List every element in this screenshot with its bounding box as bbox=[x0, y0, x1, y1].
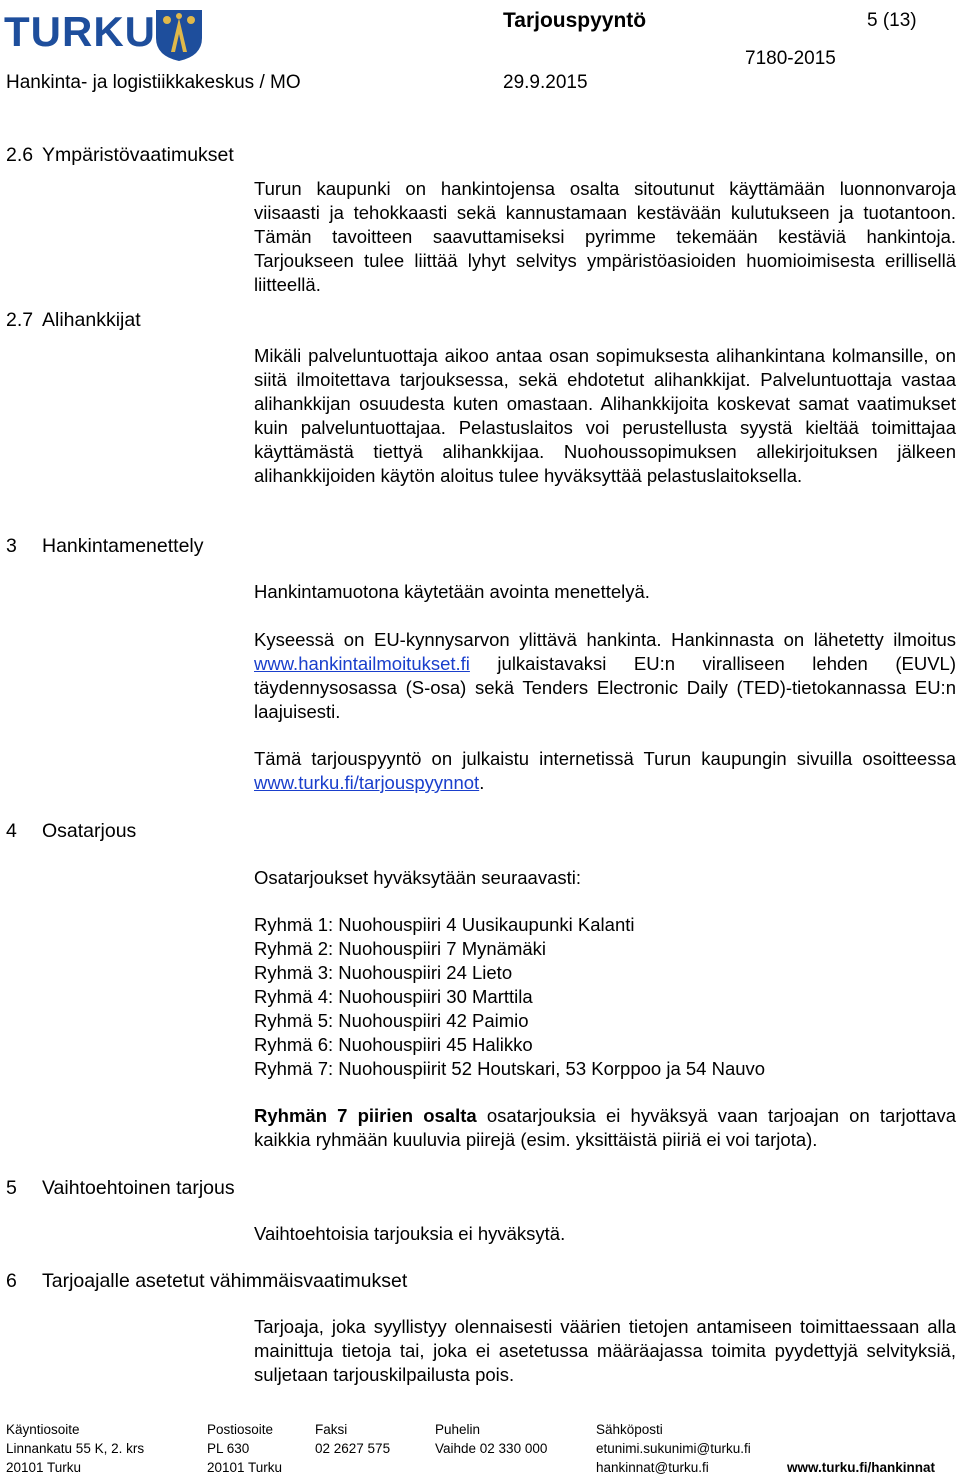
environment-paragraph: Turun kaupunki on hankintojensa osalta sitoutunut käyttämään luonnonvaroja viisaasti ja tehokkaasti sekä kannustamaan kestävään kulutukseen ja tuotantoon. Tämän tavoitteen saavuttamiseksi pyrimme tekemään kestäviä hankintoja. Tarjoukseen tulee liittää lyhyt selvitys ympäristöasioiden huomioimisesta erillisellä liitteellä. bbox=[254, 178, 956, 295]
group-7-note: Ryhmän 7 piirien osalta osatarjouksia ei hyväksyä vaan tarjoajan on tarjottava kaikkia ryhmään kuuluvia piirejä (esim. yksittäistä piiriä ei voi tarjota). bbox=[254, 1105, 956, 1150]
footer-visit-address: Käyntiosoite Linnankatu 55 K, 2. krs 20101 Turku bbox=[6, 1422, 145, 1475]
document-date: 29.9.2015 bbox=[503, 72, 588, 93]
procedure-paragraph-3: Tämä tarjouspyyntö on julkaistu internetissä Turun kaupungin sivuilla osoitteessa www.turku.fi/tarjouspyynnot. bbox=[254, 748, 956, 793]
footer-phone: Puhelin Vaihde 02 330 000 bbox=[435, 1422, 548, 1456]
procedure-paragraph-1: Hankintamuotona käytetään avointa menettelyä. bbox=[254, 581, 650, 602]
document-number: 7180-2015 bbox=[745, 48, 836, 69]
group-list bbox=[254, 913, 956, 1081]
logo-wordmark: TURKU bbox=[4, 8, 156, 55]
partial-offer-intro: Osatarjoukset hyväksytään seuraavasti: bbox=[254, 867, 581, 888]
section-heading-2-7: 2.7 Alihankkijat bbox=[6, 309, 141, 331]
footer-website[interactable]: www.turku.fi/hankinnat bbox=[787, 1460, 936, 1475]
minimum-requirements-paragraph: Tarjoaja, joka syyllistyy olennaisesti väärien tietojen antamiseen toimittaessaan alla mainittuja tietoja tai, joka ei asetetussa määräajassa toimita pyydettyjä selvityksiä, suljetaan tarjouskilpailusta pois. bbox=[254, 1316, 956, 1385]
section-heading-3: 3 Hankintamenettely bbox=[6, 535, 204, 557]
alternative-offer-paragraph: Vaihtoehtoisia tarjouksia ei hyväksytä. bbox=[254, 1223, 566, 1244]
list-item: Ryhmä 5: Nuohouspiiri 42 Paimio bbox=[254, 1010, 529, 1031]
document-title: Tarjouspyyntö bbox=[503, 9, 647, 32]
organization: Hankinta- ja logistiikkakeskus / MO bbox=[6, 72, 301, 93]
section-heading-2-6: 2.6 Ympäristövaatimukset bbox=[6, 144, 234, 166]
list-item: Ryhmä 7: Nuohouspiirit 52 Houtskari, 53 Korppoo ja 54 Nauvo bbox=[254, 1058, 766, 1079]
footer-postal-address: Postiosoite PL 630 20101 Turku bbox=[207, 1422, 283, 1475]
subcontractor-paragraph: Mikäli palveluntuottaja aikoo antaa osan sopimuksesta alihankintana kolmansille, on siitä ilmoitettava tarjouksessa, sekä ehdotetut alihankkijat. Palveluntuottaja vastaa alihankkijan osuudesta kuten omastaan. Alihankkijoita koskevat samat vaatimukset kuin palveluntuottajaa. Pelastuslaitos voi perustellusta syystä kieltää toimittajaa käyttämästä tiettyä alihankkijaa. Nuohoussopimuksen allekirjoituksen jälkeen alihankkijoiden käytön aloitus tulee hyväksyttää pelastuslaitoksella. bbox=[254, 345, 956, 486]
section-heading-6: 6 Tarjoajalle asetetut vähimmäisvaatimukset bbox=[6, 1270, 408, 1292]
list-item: Ryhmä 4: Nuohouspiiri 30 Marttila bbox=[254, 986, 533, 1007]
coat-of-arms-icon bbox=[154, 8, 204, 62]
section-heading-4: 4 Osatarjous bbox=[6, 820, 137, 842]
procedure-paragraph-2: Kyseessä on EU-kynnysarvon ylittävä hankinta. Hankinnasta on lähetetty ilmoitus www.hankintailmoitukset.fi julkaistavaksi EU:n viralliseen lehden (EUVL) täydennysosassa (S-osa) sekä Tenders Electronic Daily (TED)-tietokannassa EU:n laajuisesti. bbox=[254, 629, 956, 722]
list-item: Ryhmä 3: Nuohouspiiri 24 Lieto bbox=[254, 962, 513, 983]
footer-fax: Faksi 02 2627 575 bbox=[315, 1422, 391, 1456]
tarjouspyynnot-link[interactable]: www.turku.fi/tarjouspyynnot bbox=[254, 772, 480, 793]
page-number: 5 (13) bbox=[867, 10, 917, 31]
hankintailmoitukset-link[interactable]: www.hankintailmoitukset.fi bbox=[254, 653, 470, 674]
list-item: Ryhmä 2: Nuohouspiiri 7 Mynämäki bbox=[254, 938, 547, 959]
footer-email: Sähköposti etunimi.sukunimi@turku.fi hankinnat@turku.fi bbox=[596, 1422, 751, 1475]
list-item: Ryhmä 6: Nuohouspiiri 45 Halikko bbox=[254, 1034, 533, 1055]
section-heading-5: 5 Vaihtoehtoinen tarjous bbox=[6, 1177, 235, 1199]
list-item: Ryhmä 1: Nuohouspiiri 4 Uusikaupunki Kalanti bbox=[254, 914, 635, 935]
